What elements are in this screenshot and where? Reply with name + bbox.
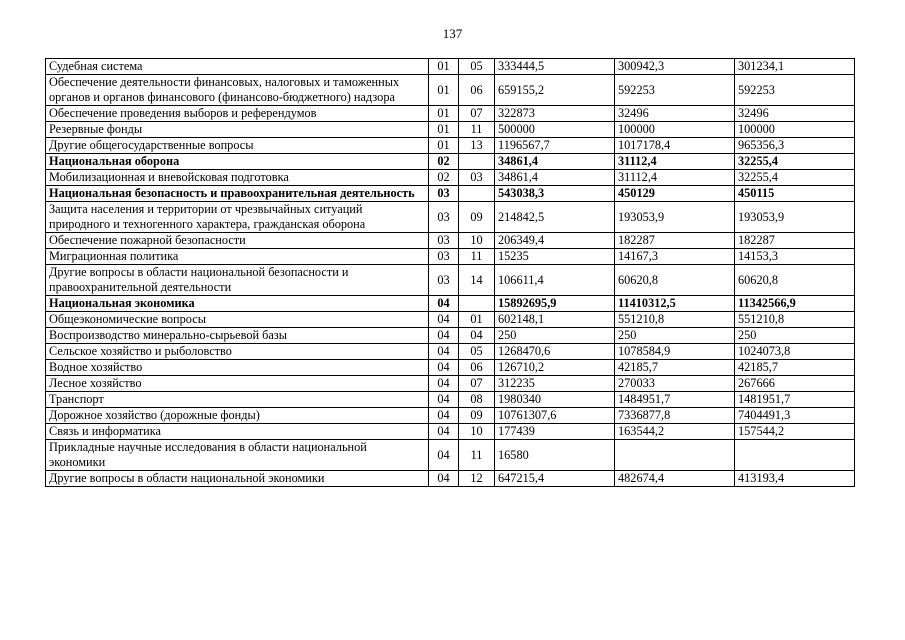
section-code-cell: 04 xyxy=(429,471,459,487)
value-year2-cell: 31112,4 xyxy=(615,154,735,170)
value-year1-cell: 34861,4 xyxy=(495,154,615,170)
value-year1-cell: 1268470,6 xyxy=(495,344,615,360)
subsection-code-cell: 14 xyxy=(459,265,495,296)
value-year2-cell: 592253 xyxy=(615,75,735,106)
section-code-cell: 04 xyxy=(429,424,459,440)
value-year2-cell: 60620,8 xyxy=(615,265,735,296)
value-year2-cell: 300942,3 xyxy=(615,59,735,75)
value-year1-cell: 647215,4 xyxy=(495,471,615,487)
value-year2-cell: 1484951,7 xyxy=(615,392,735,408)
value-year3-cell: 193053,9 xyxy=(735,202,855,233)
value-year3-cell: 413193,4 xyxy=(735,471,855,487)
row-name-cell: Дорожное хозяйство (дорожные фонды) xyxy=(46,408,429,424)
value-year1-cell: 1196567,7 xyxy=(495,138,615,154)
value-year1-cell: 500000 xyxy=(495,122,615,138)
value-year3-cell: 1024073,8 xyxy=(735,344,855,360)
subsection-code-cell xyxy=(459,296,495,312)
section-code-cell: 03 xyxy=(429,265,459,296)
value-year3-cell: 11342566,9 xyxy=(735,296,855,312)
row-name-cell: Связь и информатика xyxy=(46,424,429,440)
value-year1-cell: 333444,5 xyxy=(495,59,615,75)
value-year3-cell: 551210,8 xyxy=(735,312,855,328)
value-year2-cell: 31112,4 xyxy=(615,170,735,186)
row-name-cell: Судебная система xyxy=(46,59,429,75)
value-year1-cell: 16580 xyxy=(495,440,615,471)
subsection-code-cell: 10 xyxy=(459,424,495,440)
table-row xyxy=(46,59,855,75)
budget-table xyxy=(45,58,855,487)
value-year2-cell: 482674,4 xyxy=(615,471,735,487)
value-year1-cell: 177439 xyxy=(495,424,615,440)
page-number: 137 xyxy=(442,26,463,41)
value-year1-cell: 659155,2 xyxy=(495,75,615,106)
subsection-code-cell: 01 xyxy=(459,312,495,328)
section-code-cell: 04 xyxy=(429,296,459,312)
value-year3-cell: 250 xyxy=(735,328,855,344)
table-row xyxy=(46,202,855,233)
value-year1-cell: 602148,1 xyxy=(495,312,615,328)
table-row xyxy=(46,122,855,138)
section-code-cell: 03 xyxy=(429,249,459,265)
section-code-cell: 01 xyxy=(429,75,459,106)
section-code-cell: 01 xyxy=(429,106,459,122)
section-code-cell: 04 xyxy=(429,376,459,392)
value-year3-cell: 267666 xyxy=(735,376,855,392)
value-year2-cell: 193053,9 xyxy=(615,202,735,233)
table-row xyxy=(46,440,855,471)
table-row xyxy=(46,186,855,202)
subsection-code-cell: 07 xyxy=(459,376,495,392)
value-year3-cell: 301234,1 xyxy=(735,59,855,75)
value-year2-cell: 100000 xyxy=(615,122,735,138)
subsection-code-cell: 13 xyxy=(459,138,495,154)
subsection-code-cell: 10 xyxy=(459,233,495,249)
subsection-code-cell xyxy=(459,154,495,170)
value-year3-cell: 592253 xyxy=(735,75,855,106)
row-name-cell: Обеспечение деятельности финансовых, налоговых и таможенных органов и органов финансового (финансово-бюджетного) надзора xyxy=(46,75,429,106)
row-name-cell: Прикладные научные исследования в области национальной экономики xyxy=(46,440,429,471)
row-name-cell: Воспроизводство минерально-сырьевой базы xyxy=(46,328,429,344)
value-year2-cell: 14167,3 xyxy=(615,249,735,265)
subsection-code-cell: 05 xyxy=(459,59,495,75)
row-name-cell: Лесное хозяйство xyxy=(46,376,429,392)
value-year1-cell: 1980340 xyxy=(495,392,615,408)
value-year2-cell: 250 xyxy=(615,328,735,344)
row-name-cell: Общеэкономические вопросы xyxy=(46,312,429,328)
section-code-cell: 04 xyxy=(429,360,459,376)
table-row xyxy=(46,138,855,154)
subsection-code-cell: 07 xyxy=(459,106,495,122)
row-name-cell: Защита населения и территории от чрезвычайных ситуаций природного и техногенного характера, гражданская оборона xyxy=(46,202,429,233)
value-year1-cell: 250 xyxy=(495,328,615,344)
row-name-cell: Национальная безопасность и правоохранительная деятельность xyxy=(46,186,429,202)
subsection-code-cell: 06 xyxy=(459,360,495,376)
value-year3-cell: 42185,7 xyxy=(735,360,855,376)
table-row xyxy=(46,233,855,249)
value-year3-cell: 14153,3 xyxy=(735,249,855,265)
table-row xyxy=(46,265,855,296)
subsection-code-cell: 05 xyxy=(459,344,495,360)
value-year3-cell xyxy=(735,440,855,471)
value-year2-cell: 1017178,4 xyxy=(615,138,735,154)
value-year3-cell: 450115 xyxy=(735,186,855,202)
table-row xyxy=(46,408,855,424)
value-year3-cell: 32255,4 xyxy=(735,154,855,170)
row-name-cell: Сельское хозяйство и рыболовство xyxy=(46,344,429,360)
value-year2-cell: 11410312,5 xyxy=(615,296,735,312)
table-row xyxy=(46,424,855,440)
section-code-cell: 01 xyxy=(429,59,459,75)
value-year2-cell: 551210,8 xyxy=(615,312,735,328)
value-year3-cell: 32496 xyxy=(735,106,855,122)
row-name-cell: Национальная оборона xyxy=(46,154,429,170)
row-name-cell: Резервные фонды xyxy=(46,122,429,138)
value-year3-cell: 32255,4 xyxy=(735,170,855,186)
subsection-code-cell: 12 xyxy=(459,471,495,487)
table-row xyxy=(46,328,855,344)
value-year1-cell: 15892695,9 xyxy=(495,296,615,312)
section-code-cell: 03 xyxy=(429,186,459,202)
section-code-cell: 04 xyxy=(429,440,459,471)
table-row xyxy=(46,392,855,408)
table-row xyxy=(46,471,855,487)
subsection-code-cell: 09 xyxy=(459,408,495,424)
row-name-cell: Другие вопросы в области национальной экономики xyxy=(46,471,429,487)
row-name-cell: Обеспечение пожарной безопасности xyxy=(46,233,429,249)
value-year1-cell: 34861,4 xyxy=(495,170,615,186)
value-year3-cell: 1481951,7 xyxy=(735,392,855,408)
row-name-cell: Водное хозяйство xyxy=(46,360,429,376)
table-row xyxy=(46,312,855,328)
table-row xyxy=(46,75,855,106)
value-year2-cell: 7336877,8 xyxy=(615,408,735,424)
value-year3-cell: 100000 xyxy=(735,122,855,138)
section-code-cell: 03 xyxy=(429,202,459,233)
section-code-cell: 03 xyxy=(429,233,459,249)
row-name-cell: Обеспечение проведения выборов и референдумов xyxy=(46,106,429,122)
section-code-cell: 04 xyxy=(429,312,459,328)
value-year3-cell: 60620,8 xyxy=(735,265,855,296)
value-year3-cell: 182287 xyxy=(735,233,855,249)
table-row xyxy=(46,360,855,376)
value-year2-cell: 1078584,9 xyxy=(615,344,735,360)
row-name-cell: Мобилизационная и вневойсковая подготовка xyxy=(46,170,429,186)
subsection-code-cell: 11 xyxy=(459,249,495,265)
table-row xyxy=(46,106,855,122)
section-code-cell: 04 xyxy=(429,328,459,344)
subsection-code-cell xyxy=(459,186,495,202)
value-year2-cell: 163544,2 xyxy=(615,424,735,440)
row-name-cell: Другие общегосударственные вопросы xyxy=(46,138,429,154)
section-code-cell: 04 xyxy=(429,344,459,360)
value-year2-cell xyxy=(615,440,735,471)
table-row xyxy=(46,249,855,265)
subsection-code-cell: 06 xyxy=(459,75,495,106)
value-year1-cell: 106611,4 xyxy=(495,265,615,296)
section-code-cell: 01 xyxy=(429,138,459,154)
value-year1-cell: 206349,4 xyxy=(495,233,615,249)
section-code-cell: 04 xyxy=(429,392,459,408)
subsection-code-cell: 04 xyxy=(459,328,495,344)
value-year1-cell: 543038,3 xyxy=(495,186,615,202)
value-year2-cell: 450129 xyxy=(615,186,735,202)
section-code-cell: 01 xyxy=(429,122,459,138)
table-row xyxy=(46,170,855,186)
subsection-code-cell: 08 xyxy=(459,392,495,408)
table-row xyxy=(46,376,855,392)
value-year3-cell: 7404491,3 xyxy=(735,408,855,424)
table-row xyxy=(46,154,855,170)
subsection-code-cell: 03 xyxy=(459,170,495,186)
row-name-cell: Миграционная политика xyxy=(46,249,429,265)
value-year1-cell: 214842,5 xyxy=(495,202,615,233)
row-name-cell: Национальная экономика xyxy=(46,296,429,312)
section-code-cell: 02 xyxy=(429,154,459,170)
value-year2-cell: 32496 xyxy=(615,106,735,122)
value-year1-cell: 322873 xyxy=(495,106,615,122)
value-year2-cell: 270033 xyxy=(615,376,735,392)
row-name-cell: Транспорт xyxy=(46,392,429,408)
subsection-code-cell: 11 xyxy=(459,122,495,138)
subsection-code-cell: 11 xyxy=(459,440,495,471)
value-year1-cell: 10761307,6 xyxy=(495,408,615,424)
table-row xyxy=(46,344,855,360)
value-year1-cell: 15235 xyxy=(495,249,615,265)
budget-table-body xyxy=(46,59,855,487)
value-year1-cell: 312235 xyxy=(495,376,615,392)
section-code-cell: 02 xyxy=(429,170,459,186)
value-year1-cell: 126710,2 xyxy=(495,360,615,376)
section-code-cell: 04 xyxy=(429,408,459,424)
value-year2-cell: 182287 xyxy=(615,233,735,249)
subsection-code-cell: 09 xyxy=(459,202,495,233)
value-year2-cell: 42185,7 xyxy=(615,360,735,376)
table-row xyxy=(46,296,855,312)
value-year3-cell: 157544,2 xyxy=(735,424,855,440)
row-name-cell: Другие вопросы в области национальной безопасности и правоохранительной деятельности xyxy=(46,265,429,296)
value-year3-cell: 965356,3 xyxy=(735,138,855,154)
